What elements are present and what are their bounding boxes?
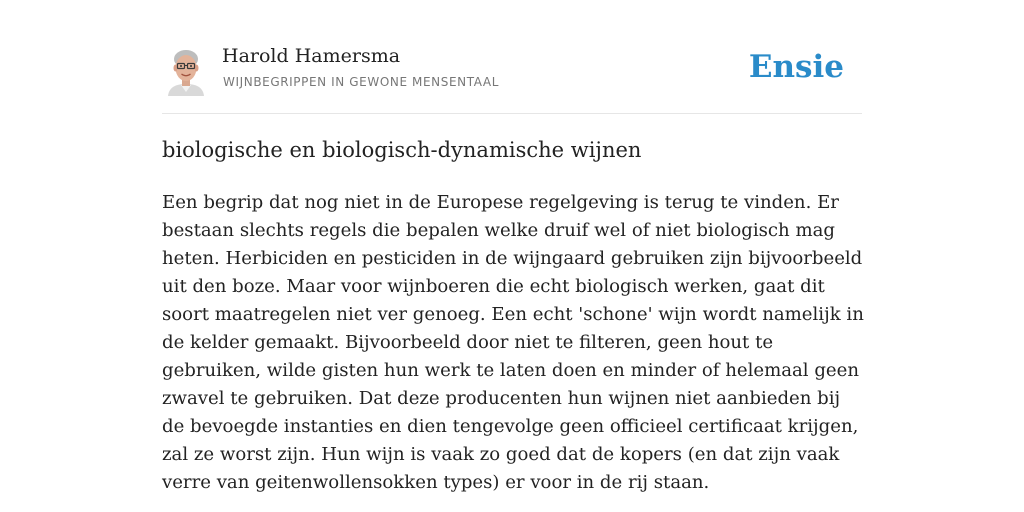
brand-logo[interactable]: Ensie — [748, 49, 844, 85]
article-body: Een begrip dat nog niet in de Europese regelgeving is terug te vinden. Er bestaan slechts regels die bepalen welke druif wel of niet biologisch mag heten. Herbiciden en pesticiden in de wijngaard gebruiken zijn bijvoorbeeld uit den boze. Maar voor wijnboeren die echt biologisch werken, gaat dit soort maatregelen niet ver genoeg. Een echt 'schone' wijn wordt namelijk in de kelder gemaakt. Bijvoorbeeld door niet te filteren, geen hout te gebruiken, wilde gisten hun werk te laten doen en minder of helemaal geen zwavel te gebruiken. Dat deze producenten hun wijnen niet aanbieden bij de bevoegde instanties en dien tengevolge geen officieel certificaat krijgen, zal ze worst zijn. Hun wijn is vaak zo goed dat de kopers (en dat zijn vaak verre van geitenwollensokken types) er voor in de rij staan. — [162, 192, 864, 493]
avatar — [166, 46, 206, 96]
page-title: biologische en biologisch-dynamische wijnen — [162, 138, 642, 162]
author-header — [162, 40, 862, 114]
author-subtitle: WIJNBEGRIPPEN IN GEWONE MENSENTAAL — [223, 75, 499, 89]
author-name[interactable]: Harold Hamersma — [222, 45, 401, 67]
